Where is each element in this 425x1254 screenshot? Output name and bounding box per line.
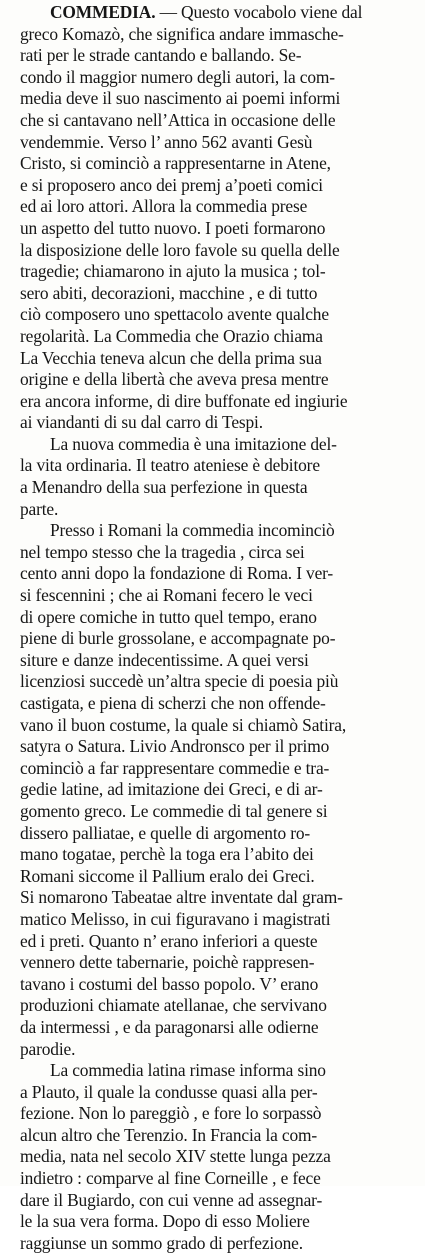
text-line: gomento greco. Le commedie di tal genere si [20,800,328,821]
text-line: media, nata nel secolo XIV stette lunga pezza [20,1146,331,1167]
text-line: indietro : comparve al fine Corneille , e fece [20,1168,321,1189]
text-line: che si cantavano nell’Attica in occasione delle [20,109,336,130]
text-line: di opere comiche in tutto quel tempo, erano [20,606,317,627]
text-line: satyra o Satura. Livio Andronsco per il primo [20,736,330,757]
text-line: alcun altro che Terenzio. In Francia la com- [20,1124,318,1145]
text-line: regolarità. La Commedia che Orazio chiama [20,325,323,346]
text-line: cominciò a far rappresentare commedie e tra- [20,757,330,778]
text-line: Romani siccome il Pallium eralo dei Greci. [20,865,315,886]
text-line: a Menandro della sua perfezione in questa [20,477,308,498]
text-line: a Plauto, il quale la condusse quasi alla per- [20,1081,318,1102]
text-line: parte. [20,498,59,519]
article-text [20,2,412,1254]
text-line: vendemmie. Verso l’ anno 562 avanti Gesù [20,131,313,152]
text-line: ciò composero uno spettacolo avente qualche [20,304,329,325]
text-line: parodie. [20,1038,76,1059]
text-line: piene di burle grossolane, e accompagnate po- [20,628,336,649]
text-line: matico Melisso, in cui figuravano i magistrati [20,908,331,929]
text-line: era ancora informe, di dire buffonate ed ingiurie [20,390,348,411]
text-line: si fescennini ; che ai Romani fecero le veci [20,585,313,606]
text-line: La commedia latina rimase informa sino [50,1060,326,1081]
text-line: dissero palliatae, e quelle di argomento ro- [20,822,311,843]
text-line: produzioni chiamate atellanae, che servivano [20,995,327,1016]
article-heading: COMMEDIA. [50,2,156,22]
text-line: gedie latine, ad imitazione dei Greci, e di ar- [20,779,323,800]
text-line: La Vecchia teneva alcun che della prima sua [20,347,322,368]
text-line: tavano i costumi del basso popolo. V’ erano [20,973,319,994]
text-line-fragment: — Questo vocabolo viene dal [155,2,363,22]
text-line: greco Komazò, che significa andare immasche- [20,23,344,44]
text-line: la vita ordinaria. Il teatro ateniese è debitore [20,455,320,476]
text-line: Cristo, si cominciò a rappresentarne in Atene, [20,153,331,174]
text-line: ai viandanti di su dal carro di Tespi. [20,412,263,433]
text-line: dare il Bugiardo, con cui venne ad assegnar- [20,1189,323,1210]
text-line: da intermessi , e da paragonarsi alle odierne [20,1016,319,1037]
text-line: la disposizione delle loro favole su quella delle [20,239,340,260]
text-line: mano togatae, perchè la toga era l’abito dei [20,844,314,865]
text-line: vennero dette tabernarie, poichè rappresen- [20,952,315,973]
text-line: La nuova commedia è una imitazione del- [50,433,337,454]
text-line: media deve il suo nascimento ai poemi informi [20,88,341,109]
text-line: castigata, e piena di scherzi che non offende- [20,693,326,713]
text-line: licenziosi succedè un’altra specie di poesia più [20,671,339,692]
text-line: ed i preti. Quanto n’ erano inferiori a queste [20,930,318,951]
text-line: cento anni dopo la fondazione di Roma. I ver- [20,563,334,584]
text-line: rati per le strade cantando e ballando. Se- [20,45,302,66]
text-line: nel tempo stesso che la tragedia , circa sei [20,541,305,562]
text-line: sero abiti, decorazioni, macchine , e di tutto [20,282,318,303]
text-line: vano il buon costume, la quale si chiamò Satira, [20,714,347,735]
text-line: tragedie; chiamarono in ajuto la musica ; tol- [20,261,326,282]
text-line: un aspetto del tutto nuovo. I poeti formarono [20,217,326,238]
text-line: Presso i Romani la commedia incominciò [50,520,335,541]
text-line: le la sua vera forma. Dopo di esso Moliere [20,1211,310,1232]
text-line: Si nomarono Tabeatae altre inventate dal gram- [20,887,343,908]
text-line: ed ai loro attori. Allora la commedia prese [20,196,308,217]
text-line: e si proposero anco dei premj a’poeti comici [20,174,323,195]
text-line: origine e della libertà che aveva presa mentre [20,369,329,390]
text-line: raggiunse un sommo grado di perfezione. [20,1232,303,1253]
text-line: siture e danze indecentissime. A quei versi [20,649,309,670]
text-line [20,2,412,24]
text-line: fezione. Non lo pareggiò , e fore lo sorpassò [20,1103,322,1124]
text-line: condo il maggior numero degli autori, la com- [20,66,335,87]
